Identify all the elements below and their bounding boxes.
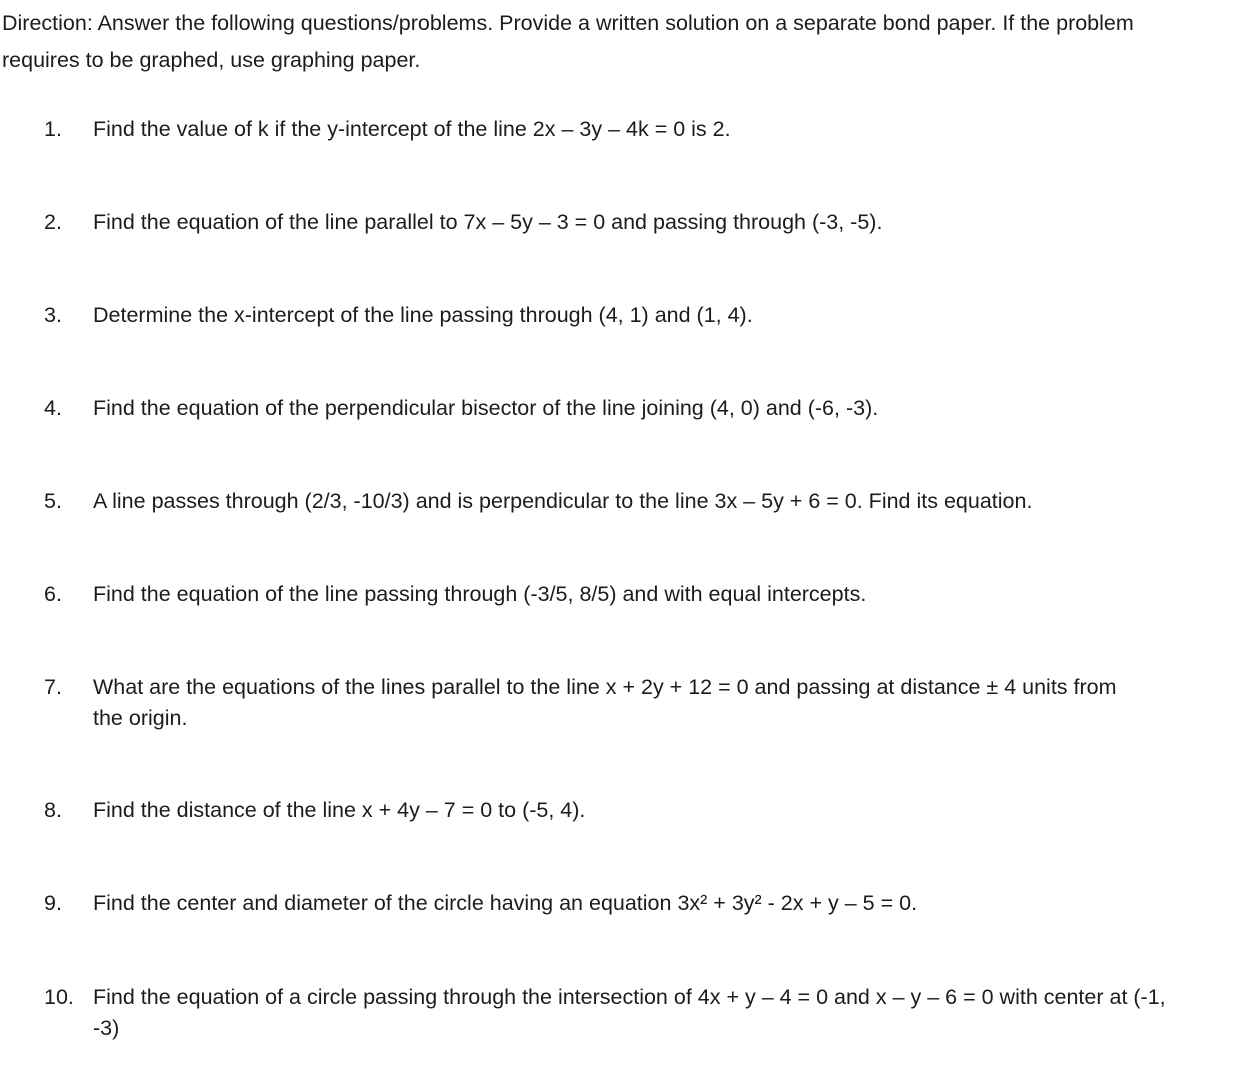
question-text: Find the distance of the line x + 4y – 7 = 0 to (-5, 4). bbox=[93, 798, 586, 822]
question-9 bbox=[44, 888, 1214, 919]
question-text: What are the equations of the lines parallel to the line x + 2y + 12 = 0 and passing at distance ± 4 units from the origin. bbox=[93, 675, 1117, 730]
question-text: Find the value of k if the y-intercept of the line 2x – 3y – 4k = 0 is 2. bbox=[93, 117, 731, 141]
question-3 bbox=[44, 300, 1214, 331]
question-number: 8. bbox=[44, 798, 62, 822]
question-1 bbox=[44, 114, 1214, 145]
question-number: 1. bbox=[44, 117, 62, 141]
question-text: A line passes through (2/3, -10/3) and is perpendicular to the line 3x – 5y + 6 = 0. Find its equation. bbox=[93, 489, 1033, 513]
question-number: 4. bbox=[44, 396, 62, 420]
question-number: 3. bbox=[44, 303, 62, 327]
question-7 bbox=[44, 672, 1139, 734]
question-10 bbox=[44, 982, 1184, 1044]
question-2 bbox=[44, 207, 1214, 238]
question-text: Find the equation of a circle passing through the intersection of 4x + y – 4 = 0 and x – y – 6 = 0 with center at (-1, -3) bbox=[93, 985, 1166, 1040]
question-5 bbox=[44, 486, 1214, 517]
question-number: 7. bbox=[44, 675, 62, 699]
question-text: Find the center and diameter of the circle having an equation 3x² + 3y² - 2x + y – 5 = 0. bbox=[93, 891, 918, 915]
question-6 bbox=[44, 579, 1214, 610]
question-text: Find the equation of the perpendicular bisector of the line joining (4, 0) and (-6, -3). bbox=[93, 396, 879, 420]
question-text: Determine the x-intercept of the line passing through (4, 1) and (1, 4). bbox=[93, 303, 753, 327]
question-8 bbox=[44, 795, 1214, 826]
question-number: 6. bbox=[44, 582, 62, 606]
question-number: 2. bbox=[44, 210, 62, 234]
question-number: 5. bbox=[44, 489, 62, 513]
question-number: 9. bbox=[44, 891, 62, 915]
question-text: Find the equation of the line passing through (-3/5, 8/5) and with equal intercepts. bbox=[93, 582, 867, 606]
question-4 bbox=[44, 393, 1214, 424]
question-text: Find the equation of the line parallel to 7x – 5y – 3 = 0 and passing through (-3, -5). bbox=[93, 210, 883, 234]
question-number: 10. bbox=[44, 985, 74, 1009]
direction-text: Direction: Answer the following questions/problems. Provide a written solution on a separate bond paper. If the problem requires to be graphed, use graphing paper. bbox=[2, 11, 1134, 72]
